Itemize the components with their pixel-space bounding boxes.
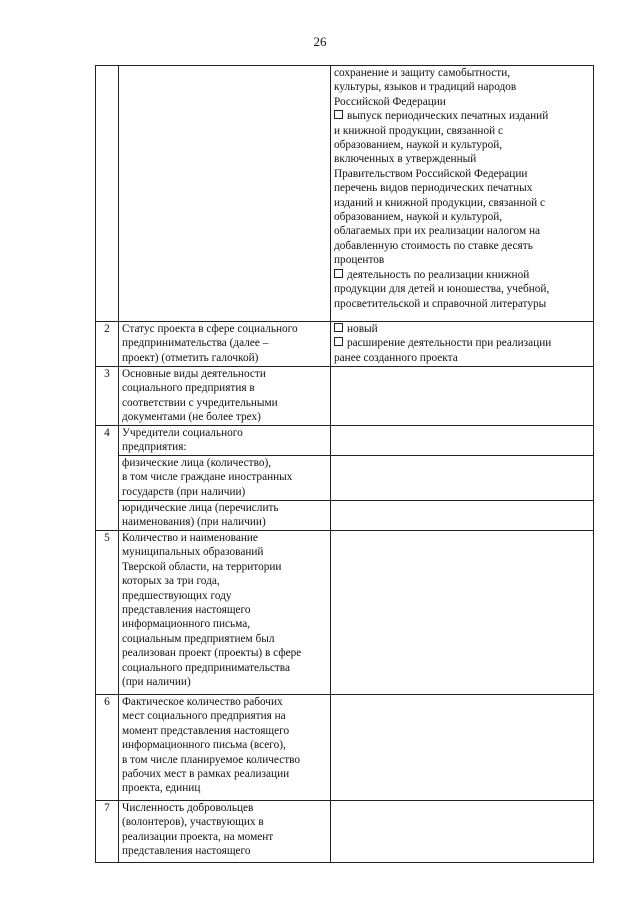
- row-number: 3: [96, 367, 119, 426]
- value-cell-empty[interactable]: [331, 801, 594, 863]
- table-row-2: [96, 322, 594, 367]
- table-row-4-individuals: [96, 456, 594, 501]
- option-expand[interactable]: расширение деятельности при реализации: [334, 336, 590, 350]
- option-new[interactable]: новый: [334, 322, 590, 336]
- value-cell-empty[interactable]: [331, 367, 594, 426]
- checkbox-icon[interactable]: [334, 337, 343, 346]
- value-cell-empty[interactable]: [331, 456, 594, 501]
- table-row-7: [96, 801, 594, 863]
- checkbox-icon[interactable]: [334, 110, 343, 119]
- label-cell: Основные виды деятельности социального предприятия в соответствии с учредительными документами (не более трех): [119, 367, 331, 426]
- text-line: Российской Федерации: [334, 95, 446, 108]
- text-line: образованием, наукой и культурой,: [334, 211, 503, 224]
- row-number-cell: [96, 66, 119, 322]
- text-line: добавленную стоимость по ставке десять: [334, 239, 533, 252]
- label-cell: физические лица (количество), в том числе граждане иностранных государств (при наличии): [119, 456, 331, 501]
- text-line: продукции для детей и юношества, учебной,: [334, 283, 550, 296]
- table-row-3: [96, 367, 594, 426]
- value-cell-empty[interactable]: [331, 531, 594, 695]
- text-line: культуры, языков и традиций народов: [334, 81, 517, 94]
- text-line: Правительством Российской Федерации: [334, 167, 528, 180]
- table-row-4: [96, 426, 594, 456]
- checkbox-icon[interactable]: [334, 323, 343, 332]
- label-cell: Статус проекта в сфере социального предпринимательства (далее – проект) (отметить галочкой): [119, 322, 331, 367]
- text-line: облагаемых при их реализации налогом на: [334, 225, 541, 238]
- row-number: 5: [96, 531, 119, 695]
- row-number: 2: [96, 322, 119, 367]
- table-row-4-legal: [96, 501, 594, 531]
- checkbox-icon[interactable]: [334, 269, 343, 278]
- text-line: образованием, наукой и культурой,: [334, 139, 503, 152]
- text-line: включенных в утвержденный: [334, 153, 477, 166]
- value-cell-empty[interactable]: [331, 426, 594, 456]
- table-row-5: [96, 531, 594, 695]
- label-cell: Фактическое количество рабочих мест социального предприятия на момент представления настоящего информационного письма (всего), в том числе планируемое количество рабочих мест в рамках реализации проекта, единиц: [119, 695, 331, 801]
- text-line: сохранение и защиту самобытности,: [334, 67, 511, 79]
- option-books[interactable]: деятельность по реализации книжной: [334, 268, 590, 282]
- page-number: 26: [313, 34, 327, 49]
- row-number: 4: [96, 426, 119, 531]
- text-line: просветительской и справочной литературы: [334, 297, 547, 310]
- value-cell-empty[interactable]: [331, 695, 594, 801]
- table-row-continuation: [96, 66, 594, 322]
- text-line: перечень видов периодических печатных: [334, 182, 533, 195]
- form-table: [95, 65, 594, 863]
- option-periodicals[interactable]: выпуск периодических печатных изданий: [334, 109, 590, 123]
- value-cell: новый расширение деятельности при реализации ранее созданного проекта: [331, 322, 594, 367]
- label-cell: юридические лица (перечислить наименования) (при наличии): [119, 501, 331, 531]
- label-cell: Количество и наименование муниципальных образований Тверской области, на территории которых за три года, предшествующих году представления настоящего информационного письма, социальным предприятием был реализован проект (проекты) в сфере социального предпринимательства (при наличии): [119, 531, 331, 695]
- value-cell-empty[interactable]: [331, 501, 594, 531]
- text-line: изданий и книжной продукции, связанной с: [334, 196, 546, 209]
- text-line: процентов: [334, 254, 385, 267]
- label-cell: [119, 66, 331, 322]
- text-line: и книжной продукции, связанной с: [334, 124, 504, 137]
- table-row-6: [96, 695, 594, 801]
- row-number: 6: [96, 695, 119, 801]
- value-cell: [331, 66, 594, 322]
- row-number: 7: [96, 801, 119, 863]
- label-cell: Численность добровольцев (волонтеров), участвующих в реализации проекта, на момент представления настоящего: [119, 801, 331, 863]
- label-cell: Учредители социального предприятия:: [119, 426, 331, 456]
